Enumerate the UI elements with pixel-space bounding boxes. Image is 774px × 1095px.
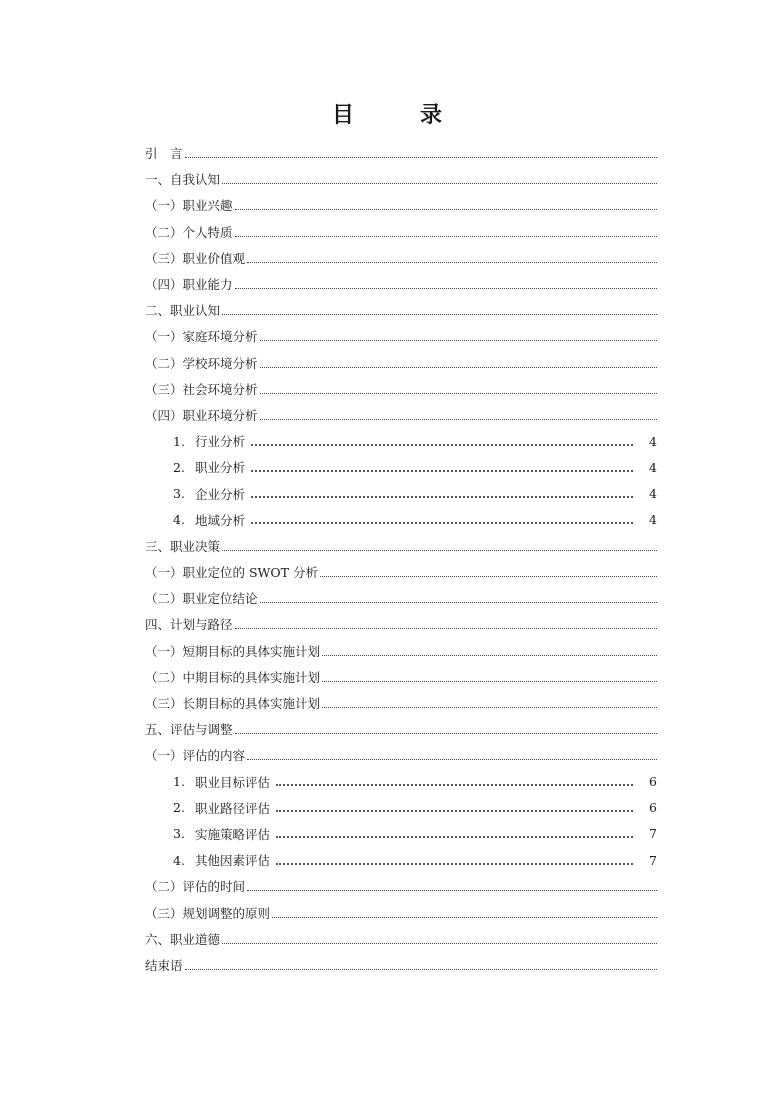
toc-entry-label: 职业分析 (195, 460, 246, 476)
toc-entry-label: （四）职业环境分析 (145, 407, 258, 423)
toc-page-number: 4 (649, 486, 657, 502)
toc-entry[interactable] (145, 192, 657, 218)
toc-leader-dots (251, 521, 633, 524)
toc-leader-dots (322, 706, 657, 708)
toc-page-number: 6 (649, 800, 657, 816)
toc-entry-label: （一）短期目标的具体实施计划 (145, 643, 321, 659)
toc-leader-dots (222, 549, 657, 551)
toc-entry-label: 实施策略评估 (195, 826, 271, 842)
toc-entry[interactable] (145, 873, 657, 899)
toc-page-number: 7 (649, 852, 657, 868)
toc-leader-dots (320, 575, 657, 577)
toc-leader-dots (251, 443, 633, 446)
toc-page-number: 4 (649, 433, 657, 449)
toc-leader-dots (247, 889, 657, 891)
toc-leader-dots (322, 680, 657, 682)
toc-entry-label: 职业路径评估 (195, 800, 271, 816)
toc-entry-label: （三）社会环境分析 (145, 381, 258, 397)
toc-leader-dots (260, 601, 657, 603)
table-of-contents (145, 140, 657, 978)
toc-entry[interactable] (145, 952, 657, 978)
toc-entry-label: （三）规划调整的原则 (145, 905, 271, 921)
toc-leader-dots (185, 156, 657, 158)
toc-leader-dots (251, 495, 633, 498)
toc-entry[interactable] (145, 559, 657, 585)
toc-entry-label: （一）职业定位的 SWOT 分析 (145, 565, 318, 581)
toc-entry[interactable] (145, 664, 657, 690)
toc-entry[interactable] (145, 323, 657, 349)
toc-entry[interactable] (145, 716, 657, 742)
toc-entry[interactable] (145, 428, 657, 454)
toc-entry[interactable] (145, 166, 657, 192)
toc-entry-label: （四）职业能力 (145, 277, 233, 293)
toc-entry[interactable] (145, 611, 657, 637)
toc-entry[interactable] (145, 821, 657, 847)
toc-entry-number: 4. (173, 512, 185, 528)
toc-leader-dots (251, 469, 633, 472)
toc-leader-dots (235, 732, 657, 734)
toc-page-number: 6 (649, 774, 657, 790)
toc-leader-dots (185, 968, 657, 970)
toc-entry-label: （二）个人特质 (145, 224, 233, 240)
toc-entry-label: （一）家庭环境分析 (145, 329, 258, 345)
toc-entry[interactable] (145, 480, 657, 506)
toc-entry-label: 企业分析 (195, 486, 246, 502)
toc-entry[interactable] (145, 899, 657, 925)
toc-entry-label: 职业目标评估 (195, 774, 271, 790)
toc-entry-label: 地域分析 (195, 512, 246, 528)
toc-entry-label: 引 言 (145, 146, 183, 162)
toc-entry-label: （二）中期目标的具体实施计划 (145, 669, 321, 685)
toc-entry-label: （一）评估的内容 (145, 748, 246, 764)
toc-leader-dots (222, 942, 657, 944)
toc-entry[interactable] (145, 454, 657, 480)
toc-entry[interactable] (145, 690, 657, 716)
toc-entry-label: （二）学校环境分析 (145, 355, 258, 371)
toc-page-number: 4 (649, 459, 657, 475)
toc-entry[interactable] (145, 350, 657, 376)
toc-leader-dots (247, 261, 657, 263)
toc-leader-dots (322, 654, 657, 656)
toc-leader-dots (235, 235, 657, 237)
toc-leader-dots (260, 339, 657, 341)
toc-entry[interactable] (145, 140, 657, 166)
toc-leader-dots (272, 916, 657, 918)
toc-entry-label: （二）评估的时间 (145, 879, 246, 895)
toc-entry-number: 4. (173, 852, 185, 868)
toc-entry-label: 三、职业决策 (145, 538, 221, 554)
toc-leader-dots (222, 182, 657, 184)
toc-entry[interactable] (145, 219, 657, 245)
toc-entry-label: 二、职业认知 (145, 303, 221, 319)
toc-entry-label: 六、职业道德 (145, 931, 221, 947)
toc-entry[interactable] (145, 402, 657, 428)
toc-leader-dots (260, 418, 657, 420)
toc-entry-number: 1. (173, 774, 185, 790)
toc-entry[interactable] (145, 847, 657, 873)
toc-entry[interactable] (145, 638, 657, 664)
toc-page-number: 4 (649, 512, 657, 528)
toc-entry[interactable] (145, 376, 657, 402)
page-title: 目 录 (331, 103, 464, 128)
toc-leader-dots (260, 392, 657, 394)
toc-leader-dots (235, 208, 657, 210)
toc-leader-dots (276, 783, 633, 786)
toc-entry-label: 五、评估与调整 (145, 722, 233, 738)
toc-leader-dots (247, 758, 657, 760)
toc-entry-number: 2. (173, 459, 185, 475)
toc-entry-label: 其他因素评估 (195, 853, 271, 869)
toc-page-number: 7 (649, 826, 657, 842)
toc-entry-number: 3. (173, 826, 185, 842)
toc-entry-label: （三）长期目标的具体实施计划 (145, 696, 321, 712)
toc-entry-label: 行业分析 (195, 434, 246, 450)
toc-entry-number: 1. (173, 433, 185, 449)
toc-entry-number: 3. (173, 486, 185, 502)
toc-entry-label: （一）职业兴趣 (145, 198, 233, 214)
toc-leader-dots (235, 627, 657, 629)
toc-entry[interactable] (145, 297, 657, 323)
toc-entry-label: 四、计划与路径 (145, 617, 233, 633)
toc-leader-dots (276, 835, 633, 838)
toc-entry-number: 2. (173, 800, 185, 816)
toc-entry[interactable] (145, 769, 657, 795)
toc-leader-dots (276, 809, 633, 812)
toc-entry-label: 一、自我认知 (145, 172, 221, 188)
toc-leader-dots (260, 366, 657, 368)
toc-entry[interactable] (145, 926, 657, 952)
toc-entry[interactable] (145, 245, 657, 271)
toc-entry[interactable] (145, 271, 657, 297)
toc-leader-dots (222, 313, 657, 315)
toc-entry[interactable] (145, 507, 657, 533)
toc-entry-label: 结束语 (145, 957, 183, 973)
toc-entry-label: （三）职业价值观 (145, 250, 246, 266)
toc-entry[interactable] (145, 795, 657, 821)
toc-entry-label: （二）职业定位结论 (145, 591, 258, 607)
toc-leader-dots (235, 287, 657, 289)
toc-leader-dots (276, 862, 633, 865)
toc-entry[interactable] (145, 742, 657, 768)
toc-entry[interactable] (145, 533, 657, 559)
toc-entry[interactable] (145, 585, 657, 611)
